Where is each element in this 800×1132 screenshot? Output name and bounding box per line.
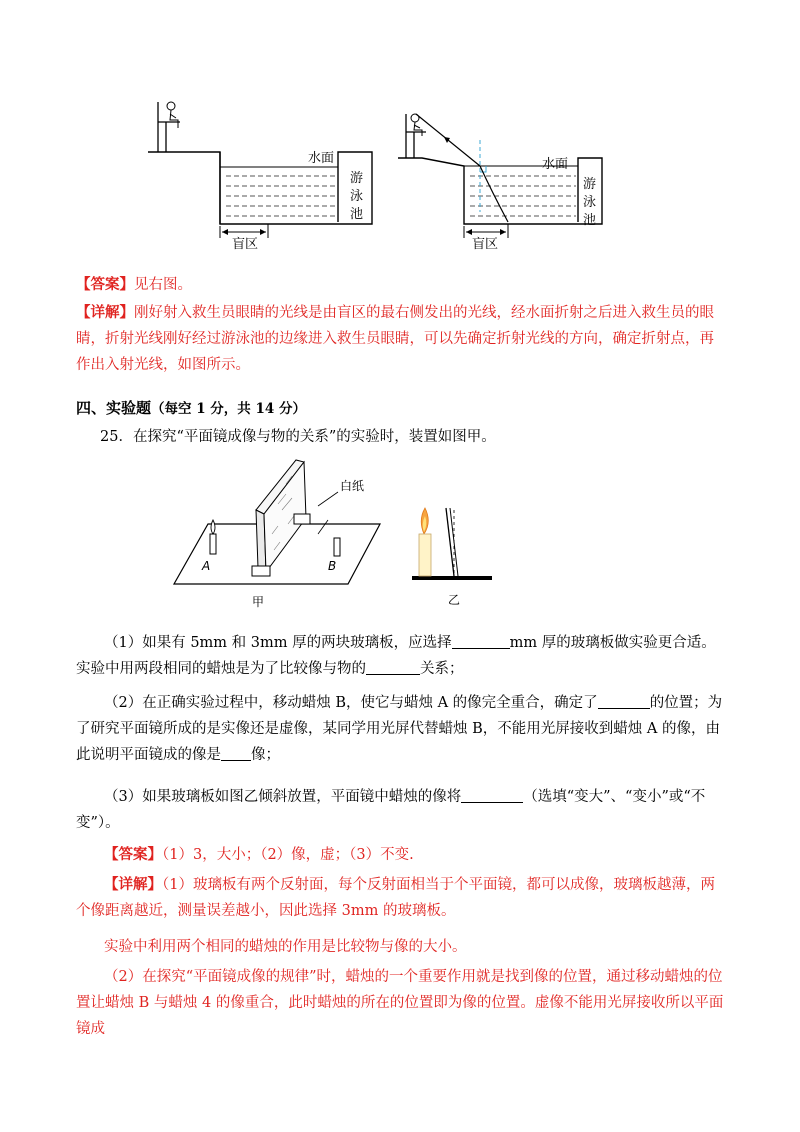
q25-part2-b: 的位置；为了研究平面镜所成的是实像还是虚像，某同学用光屏代替蜡烛 B，不能用光屏接收到蜡烛 A 的像，由此说明平面镜成的像是 — [76, 695, 723, 763]
figure-jia — [168, 454, 388, 612]
blank-2[interactable] — [366, 660, 420, 675]
label-blind-zone-right: 盲区 — [472, 237, 499, 252]
label-pool-3-right: 池 — [583, 213, 597, 228]
q25-answer-label: 【答案】 — [104, 846, 162, 863]
q25-part3-b: （选填“变大”、“变小”或“不变”）。 — [76, 789, 706, 831]
figure-yi — [402, 498, 498, 608]
label-candle-a: A — [202, 559, 211, 573]
caption-yi: 乙 — [448, 593, 461, 607]
q25-detail-3: （2）在探究“平面镜成像的规律”时，蜡烛的一个重要作用就是找到像的位置，通过移动蜡烛的位置让蜡烛 B 与蜡烛 4 的像重合，此时蜡烛的所在的位置即为像的位置。虚像不能用光屏接收所以平面镜成 — [76, 969, 724, 1037]
label-pool-1-left: 游 — [350, 171, 364, 186]
q25-detail-1 — [76, 872, 724, 924]
label-candle-b: B — [328, 559, 337, 573]
label-water-surface-left: 水面 — [308, 151, 335, 166]
q25-stem: 25．在探究“平面镜成像与物的关系”的实验时，装置如图甲。 — [100, 429, 496, 445]
detail-text: 刚好射入救生员眼睛的光线是由盲区的最右侧发出的光线，经水面折射之后进入救生员的眼睛，折射光线刚好经过游泳池的边缘进入救生员眼睛，可以先确定折射光线的方向，确定折射点，再作出入射光线，如图所示。 — [76, 305, 714, 373]
q25-detail-label: 【详解】 — [104, 876, 162, 893]
section-heading — [76, 395, 724, 422]
pool-figure-right — [392, 92, 632, 252]
label-water-surface-right: 水面 — [542, 157, 569, 172]
q25-answer — [76, 842, 724, 868]
label-pool-1-right: 游 — [583, 177, 597, 192]
section-title: 四、实验题 — [76, 399, 152, 417]
q24-answer — [76, 272, 724, 298]
label-blind-zone-left: 盲区 — [232, 237, 259, 252]
q25-part2 — [76, 690, 724, 768]
q25-part1-a: （1）如果有 5mm 和 3mm 厚的两块玻璃板，应选择 — [104, 635, 452, 651]
blank-1[interactable] — [452, 634, 510, 649]
label-pool-2-right: 泳 — [583, 195, 597, 210]
blank-5[interactable] — [461, 788, 523, 803]
q25-part2-a: （2）在正确实验过程中，移动蜡烛 B，使它与蜡烛 A 的像完全重合，确定了 — [104, 695, 598, 711]
answer-text: 见右图。 — [134, 277, 192, 293]
q25-detail-1-text: （1）玻璃板有两个反射面，每个反射面相当于个平面镜，都可以成像，玻璃板越薄，两个像距离越近，测量误差越小，因此选择 3mm 的玻璃板。 — [76, 877, 715, 919]
blank-3[interactable] — [598, 694, 650, 709]
label-pool-2-left: 泳 — [350, 189, 364, 204]
caption-jia: 甲 — [252, 595, 265, 609]
q25-detail-2: 实验中利用两个相同的蜡烛的作用是比较物与像的大小。 — [104, 939, 467, 955]
pool-figure-left — [140, 92, 380, 252]
label-white-paper: 白纸 — [340, 479, 365, 493]
q25-part3 — [76, 784, 724, 836]
section-note: （每空 1 分，共 14 分） — [151, 401, 306, 417]
q25-part2-c: 像； — [251, 747, 280, 763]
q25-part1-b: mm 厚的玻璃板做实验更合适。实验中用两段相同的蜡烛是为了比较像与物的 — [76, 635, 716, 677]
detail-label: 【详解】 — [76, 304, 134, 321]
answer-label: 【答案】 — [76, 276, 134, 293]
label-pool-3-left: 池 — [350, 207, 364, 222]
q25-part1 — [76, 630, 724, 682]
q24-detail — [76, 300, 724, 378]
q25-part1-c: 关系； — [420, 661, 464, 677]
blank-4[interactable] — [221, 746, 251, 761]
q25-answer-text: （1）3，大小；（2）像，虚；（3）不变. — [162, 847, 414, 863]
q25-part3-a: （3）如果玻璃板如图乙倾斜放置，平面镜中蜡烛的像将 — [104, 789, 462, 805]
